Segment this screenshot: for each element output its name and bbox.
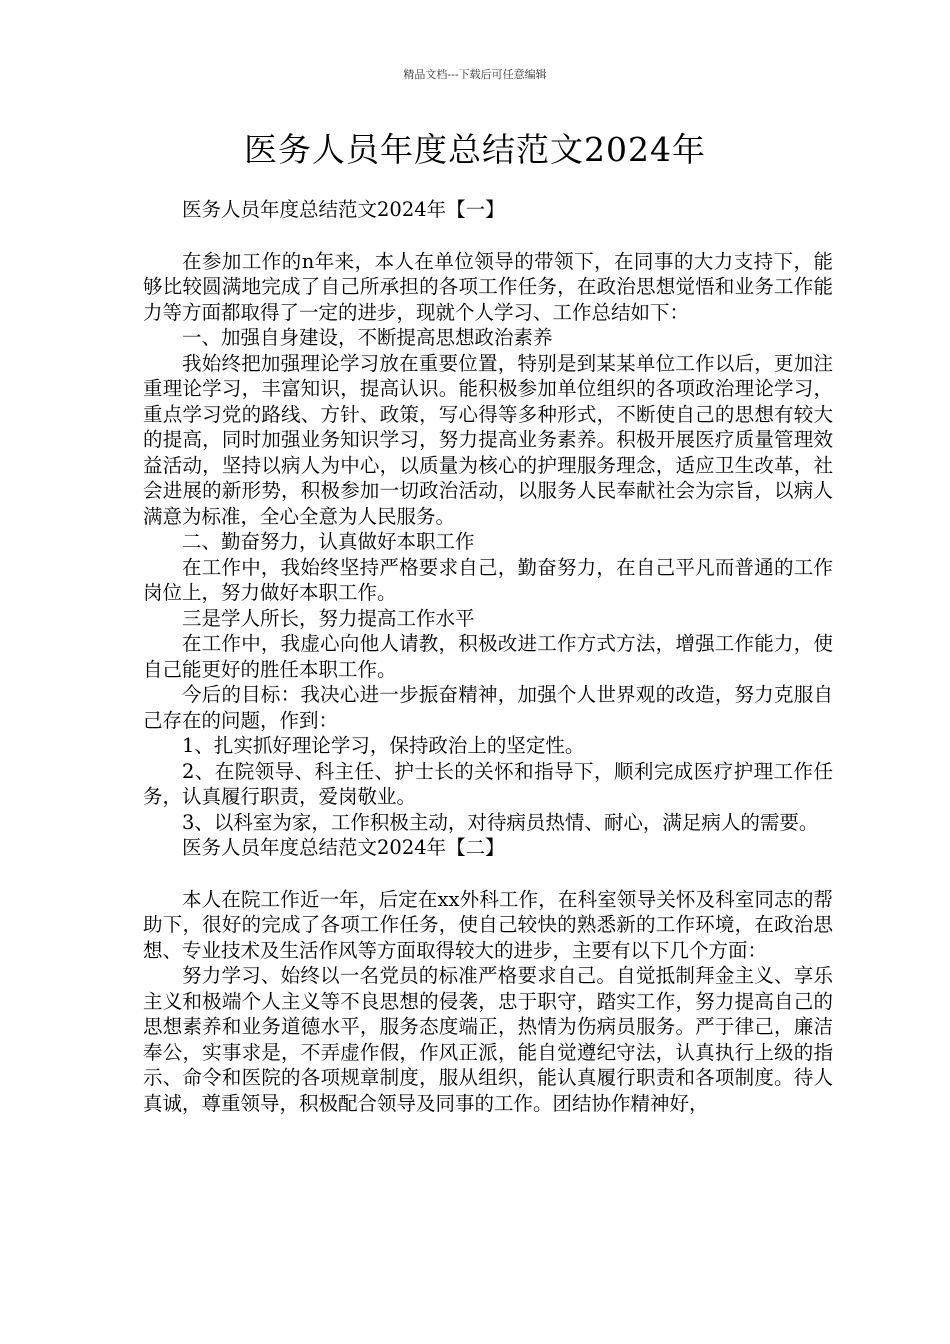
section-heading-1: 医务人员年度总结范文2024年【一】: [182, 198, 505, 221]
list-item: 1、扎实抓好理论学习，保持政治上的坚定性。: [182, 734, 585, 757]
paragraph: 努力学习、始终以一名党员的标准严格要求自己。自觉抵制拜金主义、享乐主义和极端个人主义等不良思想的侵袭，忠于职守，踏实工作，努力提高自己的思想素养和业务道德水平，服务态度端正，热情为伤病员服务。严于律己，廉洁奉公，实事求是，不弄虚作假，作风正派，能自觉遵纪守法，认真执行上级的指示、命令和医院的各项规章制度，服从组织，能认真履行职责和各项制度。待人真诚，尊重领导，积极配合领导及同事的工作。团结协作精神好，: [143, 964, 833, 1115]
header-note: 精品文档---下载后可任意编辑: [403, 68, 547, 81]
subheading: 一、加强自身建设，不断提高思想政治素养: [182, 326, 553, 349]
document-title: 医务人员年度总结范文2024年: [244, 130, 706, 169]
list-item: 2、在院领导、科主任、护士长的关怀和指导下，顺利完成医疗护理工作任务，认真履行职责，爱岗敬业。: [143, 759, 833, 808]
subheading: 三是学人所长，努力提高工作水平: [182, 606, 475, 630]
subheading: 二、勤奋努力，认真做好本职工作: [182, 530, 475, 553]
paragraph: 本人在院工作近一年，后定在xx外科工作，在科室领导关怀及科室同志的帮助下，很好的完成了各项工作任务，使自己较快的熟悉新的工作环境，在政治思想、专业技术及生活作风等方面取得较大的进步，主要有以下几个方面：: [143, 887, 833, 962]
paragraph: 在工作中，我始终坚持严格要求自己，勤奋努力，在自己平凡而普通的工作岗位上，努力做好本职工作。: [143, 555, 833, 604]
section-heading-2: 医务人员年度总结范文2024年【二】: [182, 836, 505, 859]
paragraph: 今后的目标：我决心进一步振奋精神，加强个人世界观的改造，努力克服自己存在的问题，作到：: [143, 683, 833, 732]
spacer: [143, 861, 833, 887]
spacer: [143, 223, 833, 249]
document-body: [143, 197, 833, 1116]
paragraph: 我始终把加强理论学习放在重要位置，特别是到某某单位工作以后，更加注重理论学习，丰富知识，提高认识。能积极参加单位组织的各项政治理论学习，重点学习党的路线、方针、政策，写心得等多种形式，不断使自己的思想有较大的提高，同时加强业务知识学习，努力提高业务素养。积极开展医疗质量管理效益活动，坚持以病人为中心，以质量为核心的护理服务理念，适应卫生改革，社会进展的新形势，积极参加一切政治活动，以服务人民奉献社会为宗旨，以病人满意为标准，全心全意为人民服务。: [143, 351, 833, 528]
paragraph: 在参加工作的n年来，本人在单位领导的带领下，在同事的大力支持下，能够比较圆满地完成了自己所承担的各项工作任务，在政治思想觉悟和业务工作能力等方面都取得了一定的进步，现就个人学习、工作总结如下：: [143, 249, 833, 324]
list-item: 3、以科室为家，工作积极主动，对待病员热情、耐心，满足病人的需要。: [182, 810, 819, 834]
paragraph: 在工作中，我虚心向他人请教，积极改进工作方式方法，增强工作能力，使自己能更好的胜任本职工作。: [143, 632, 833, 681]
